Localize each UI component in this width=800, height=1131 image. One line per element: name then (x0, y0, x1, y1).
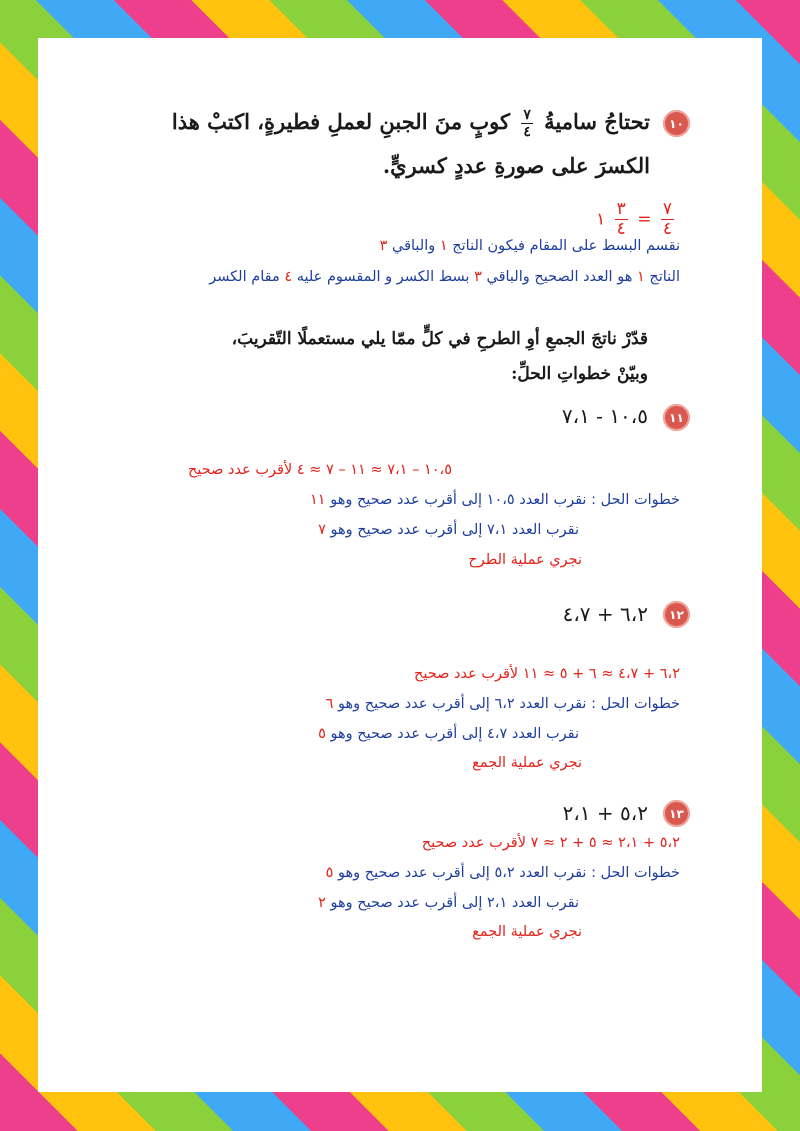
question-number-badge: ١٣ (663, 800, 690, 827)
question-12-expression: ٦،٢ + ٤،٧ (562, 602, 648, 626)
rounded-value: ٥ (318, 726, 326, 742)
solution-step-3: نجري عملية الجمع (472, 924, 582, 940)
rounded-value: ٦ (325, 696, 334, 712)
step-text: نقرب العدد ٤،٧ إلى أقرب عدد صحيح وهو (330, 726, 579, 742)
explanation-text: نقسم البسط على المقام فيكون الناتج (452, 238, 680, 254)
whole-number: ١ (596, 209, 606, 230)
answer-fraction (615, 201, 628, 238)
question-number-badge: ١٢ (663, 601, 690, 628)
fraction (521, 108, 533, 139)
question-10-text-b: كوبٍ منَ الجبنِ لعملِ فطيرةٍ، اكتبْ هذا (171, 109, 510, 134)
highlight-number: ٣ (379, 238, 388, 254)
explanation-line-1 (38, 238, 680, 254)
step-text: نقرب العدد ٧،١ إلى أقرب عدد صحيح وهو (330, 522, 579, 538)
explanation-text: هو العدد الصحيح والباقي (486, 269, 633, 285)
step-text: خطوات الحل : نقرب العدد ٦،٢ إلى أقرب عدد صحيح وهو (337, 696, 680, 712)
mixed-number-answer (38, 201, 678, 238)
solution-step-2 (38, 522, 579, 538)
explanation-line-2 (38, 269, 680, 285)
improper-fraction (661, 201, 674, 238)
question-number-badge: ١١ (663, 404, 690, 431)
highlight-number: ١ (636, 269, 645, 285)
estimate-equation: ٥،٢ + ٢،١ ≈ ٥ + ٢ ≈ ٧ لأقرب عدد صحيح (421, 835, 680, 851)
question-11-expression: ١٠،٥ - ٧،١ (561, 404, 648, 428)
question-number-badge: ١٠ (663, 110, 690, 137)
rounded-value: ٥ (325, 865, 334, 881)
fraction-numerator: ٣ (616, 199, 626, 219)
fraction-numerator: ٧ (662, 199, 672, 219)
explanation-text: والباقي (392, 238, 436, 254)
fraction-denominator: ٤ (662, 219, 672, 239)
explanation-text: الناتج (649, 269, 680, 285)
solution-step-1 (38, 865, 680, 881)
estimate-equation: ١٠،٥ – ٧،١ ≈ ١١ – ٧ ≈ ٤ لأقرب عدد صحيح (188, 462, 452, 478)
step-text: خطوات الحل : نقرب العدد ١٠،٥ إلى أقرب عدد صحيح وهو (330, 492, 680, 508)
equals-sign: = (637, 209, 652, 230)
solution-step-1 (38, 492, 680, 508)
question-10-text-a: تحتاجُ ساميةُ (544, 109, 650, 134)
step-text: نقرب العدد ٢،١ إلى أقرب عدد صحيح وهو (330, 895, 579, 911)
rounded-value: ٢ (318, 895, 326, 911)
estimate-equation: ٦،٢ + ٤،٧ ≈ ٦ + ٥ ≈ ١١ لأقرب عدد صحيح (413, 666, 680, 682)
explanation-text: بسط الكسر و المقسوم عليه (296, 269, 470, 285)
highlight-number: ٣ (474, 269, 482, 285)
solution-step-3: نجري عملية الطرح (468, 552, 582, 568)
solution-step-2 (38, 895, 579, 911)
solution-step-2 (38, 726, 579, 742)
explanation-text: مقام الكسر (209, 269, 280, 285)
solution-step-1 (38, 696, 680, 712)
highlight-number: ٤ (284, 269, 293, 285)
step-text: خطوات الحل : نقرب العدد ٥،٢ إلى أقرب عدد صحيح وهو (337, 865, 680, 881)
solution-step-3: نجري عملية الجمع (472, 755, 582, 771)
fraction-denominator: ٤ (616, 219, 626, 239)
instructions-line-2: وبيّنْ خطواتِ الحلِّ: (511, 364, 648, 384)
worksheet-page (38, 38, 762, 1092)
fraction-denominator: ٤ (523, 124, 531, 140)
rounded-value: ٧ (318, 522, 326, 538)
highlight-number: ١ (439, 238, 448, 254)
fraction-numerator: ٧ (523, 107, 531, 123)
instructions-line-1: قدّرْ ناتجَ الجمعِ أوِ الطرحِ في كلٍّ ممّا يلي مستعملًا التّقريبَ، (231, 329, 648, 349)
question-13-expression: ٥،٢ + ٢،١ (562, 801, 648, 825)
question-10-line-2: الكسرَ على صورةِ عددٍ كسريٍّ. (382, 153, 650, 178)
question-10-line-1 (38, 108, 650, 139)
rounded-value: ١١ (310, 492, 326, 508)
